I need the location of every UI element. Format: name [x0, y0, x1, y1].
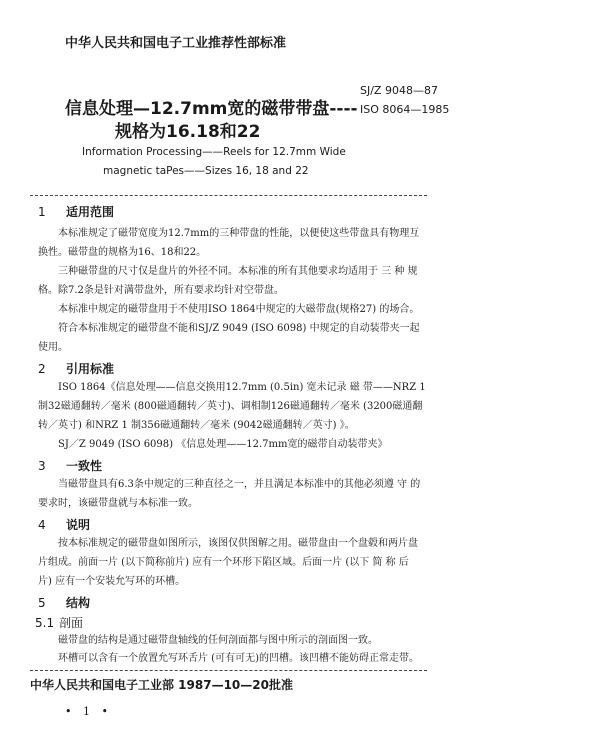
header-divider [30, 195, 427, 196]
paragraph-line: 要求时，该磁带盘就与本标准一致。 [38, 498, 198, 509]
paragraph-line: 磁带盘的结构是通过磁带盘轴线的任何剖面都与图中所示的剖面图一致。 [58, 635, 378, 646]
paragraph-line: 片组成。前面一片 (以下简称前片) 应有一个环形下陷区域。后面一片 (以下 简 称 后 [38, 557, 409, 568]
paragraph-line: ISO 1864《信息处理——信息交换用12.7mm (0.5in) 宽未记录 磁 带——NRZ 1 [58, 382, 426, 393]
section-heading-3: 3 一致性 [38, 459, 103, 473]
english-title-line2: magnetic taPes——Sizes 16, 18 and 22 [103, 165, 309, 177]
paragraph-line: 本标准规定了磁带宽度为12.7mm的三种带盘的性能，以便使这些带盘具有物理互 [58, 228, 420, 239]
paragraph-line: 三种磁带盘的尺寸仅是盘片的外径不同。本标准的所有其他要求均适用于 三 种 规 [58, 266, 418, 277]
paragraph-line: 转／英寸) 和NRZ 1 制356磁通翻转／毫米 (9042磁通翻转／英寸) 》。 [38, 420, 355, 431]
subsection-heading-5-1: 5.1 剖面 [35, 616, 84, 630]
section-heading-1: 1 适用范围 [38, 205, 115, 219]
section-heading-5: 5 结构 [38, 596, 91, 610]
paragraph-line: 制32磁通翻转／毫米 (800磁通翻转／英寸)、调相制126磁通翻转／毫米 (3200磁通翻 [38, 401, 423, 412]
paragraph-line: SJ／Z 9049 (ISO 6098) 《信息处理——12.7mm宽的磁带自动装带夹》 [58, 439, 388, 450]
document-title-line2: 规格为16.18和22 [115, 122, 261, 142]
section-heading-4: 4 说明 [38, 518, 91, 532]
iso-code: ISO 8064—1985 [360, 103, 450, 116]
paragraph-line: 换性。磁带盘的规格为16、18和22。 [38, 247, 207, 258]
paragraph-line: 片) 应有一个安装允写环的环槽。 [38, 576, 186, 587]
page-number: • 1 • [65, 705, 112, 718]
document-title-line1: 信息处理—12.7mm宽的磁带带盘---- [65, 99, 358, 119]
paragraph-line: 格。除7.2条是针对满带盘外，所有要求均针对空带盘。 [38, 285, 284, 296]
footer-divider [30, 670, 427, 671]
paragraph-line: 当磁带盘具有6.3条中规定的三种直径之一，并且满足本标准中的其他必须遵 守 的 [58, 479, 421, 490]
standard-header: 中华人民共和国电子工业推荐性部标准 [65, 36, 287, 51]
paragraph-line: 本标准中规定的磁带盘用于不使用ISO 1864中规定的大磁带盘(规格27) 的场合。 [58, 304, 420, 315]
paragraph-line: 使用。 [38, 342, 68, 353]
standard-code: SJ/Z 9048—87 [360, 84, 438, 97]
paragraph-line: 按本标准规定的磁带盘如图所示，该图仅供图解之用。磁带盘由一个盘毂和两片盘 [58, 538, 418, 549]
paragraph-line: 符合本标准规定的磁带盘不能和SJ/Z 9049 (ISO 6098) 中规定的自动装带夹一起 [58, 323, 420, 334]
section-heading-2: 2 引用标准 [38, 362, 115, 376]
paragraph-line: 环槽可以含有一个放置允写环舌片 (可有可无)的凹槽。该凹槽不能妨碍正常走带。 [58, 653, 419, 664]
english-title-line1: Information Processing——Reels for 12.7mm Wide [82, 146, 346, 158]
approval-footer: 中华人民共和国电子工业部 1987—10—20批准 [30, 678, 293, 692]
